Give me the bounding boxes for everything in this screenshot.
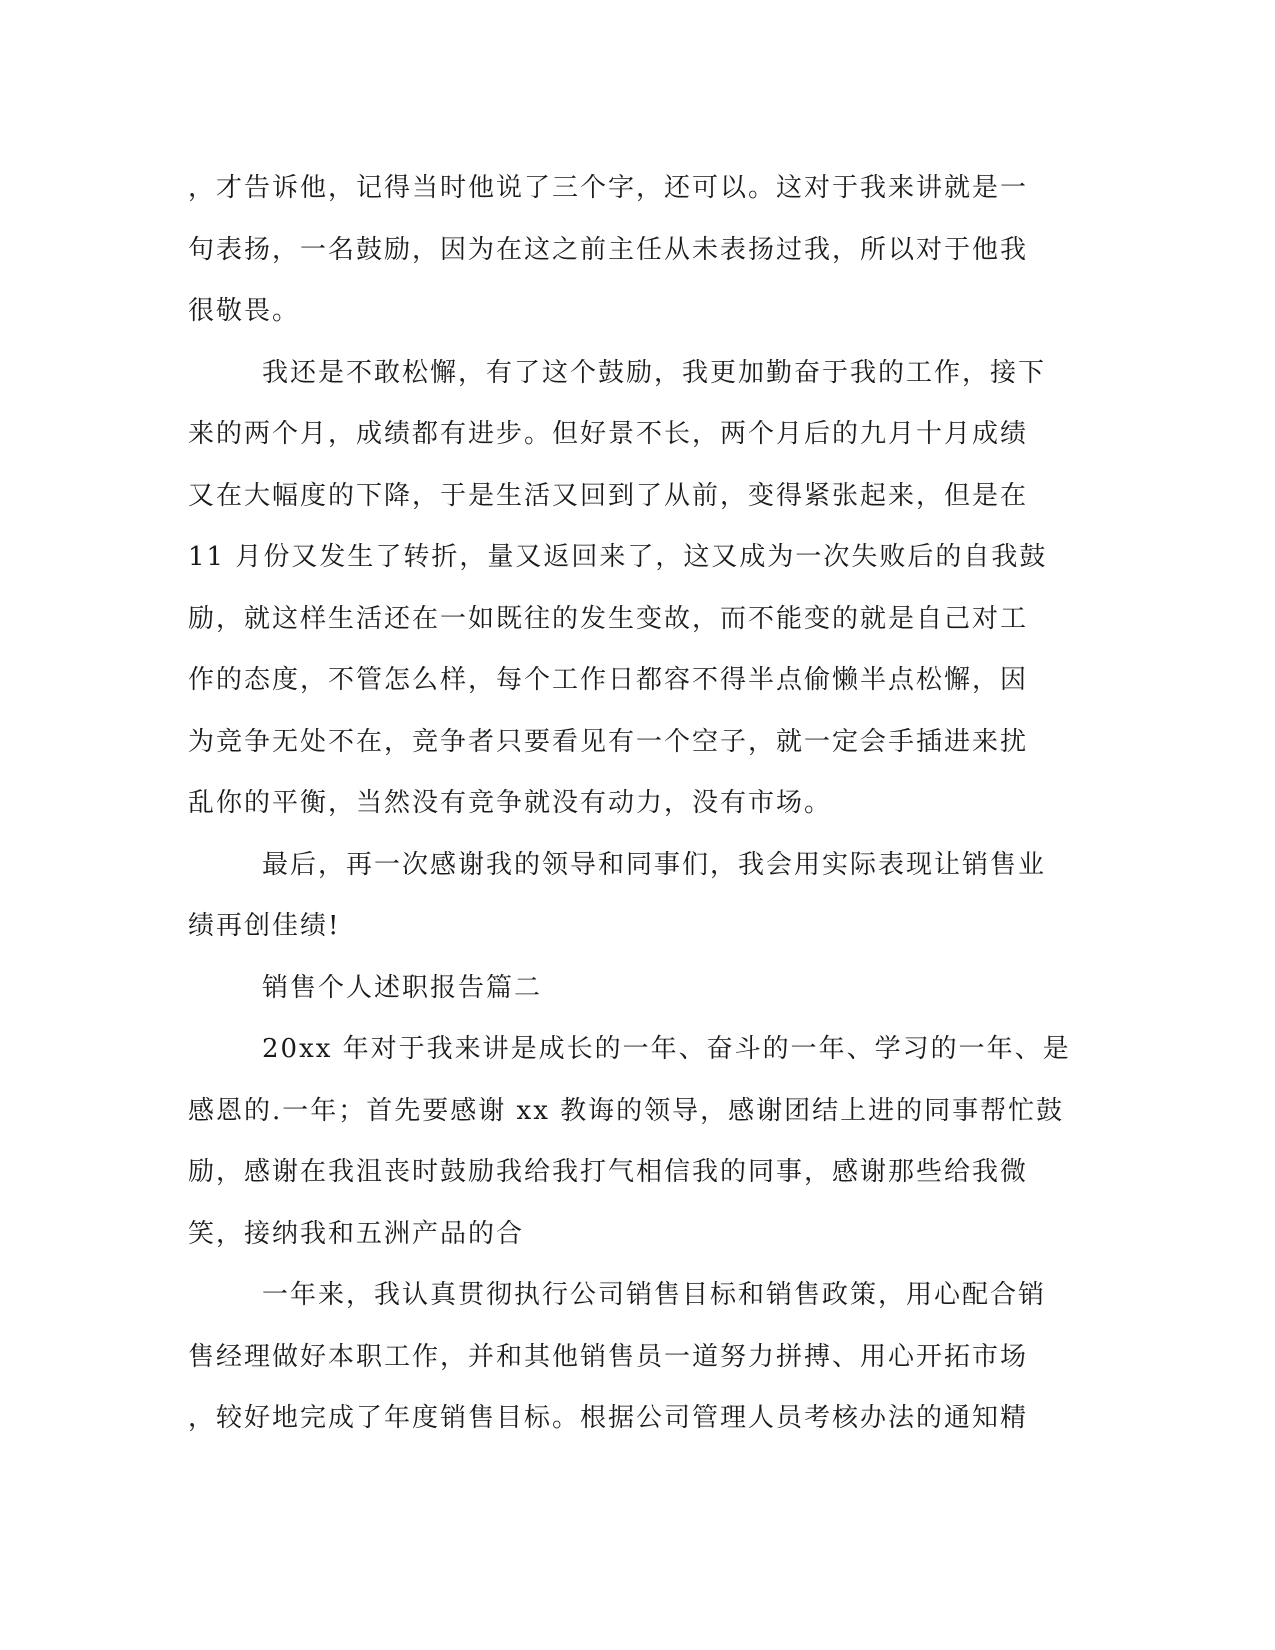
text-line: 笑，接纳我和五洲产品的合	[188, 1218, 525, 1249]
text-line: 售经理做好本职工作，并和其他销售员一道努力拼搏、用心开拓市场	[188, 1341, 1029, 1372]
section-heading: 销售个人述职报告篇二	[262, 972, 543, 1003]
text-line: 感恩的.一年；首先要感谢 xx 教诲的领导，感谢团结上进的同事帮忙鼓	[188, 1095, 1065, 1126]
text-line: 11 月份又发生了转折，量又返回来了，这又成为一次失败后的自我鼓	[188, 542, 1048, 572]
text-line: 来的两个月，成绩都有进步。但好景不长，两个月后的九月十月成绩	[188, 419, 1029, 449]
text-line: ，较好地完成了年度销售目标。根据公司管理人员考核办法的通知精	[188, 1403, 1029, 1433]
text-line: 励，感谢在我沮丧时鼓励我给我打气相信我的同事，感谢那些给我微	[188, 1157, 1029, 1187]
paragraph-start-line: 一年来，我认真贯彻执行公司销售目标和销售政策，用心配合销	[262, 1280, 1047, 1310]
text-line: 绩再创佳绩!	[188, 911, 341, 941]
paragraph-start-line: 我还是不敢松懈，有了这个鼓励，我更加勤奋于我的工作，接下	[262, 357, 1047, 388]
text-line: 乱你的平衡，当然没有竞争就没有动力，没有市场。	[188, 788, 833, 818]
text-line: 句表扬，一名鼓励，因为在这之前主任从未表扬过我，所以对于他我	[188, 234, 1029, 265]
text-line: 很敬畏。	[188, 296, 301, 326]
text-line: ，才告诉他，记得当时他说了三个字，还可以。这对于我来讲就是一	[188, 173, 1029, 203]
text-line: 又在大幅度的下降，于是生活又回到了从前，变得紧张起来，但是在	[188, 480, 1029, 511]
text-line: 励，就这样生活还在一如既往的发生变故，而不能变的就是自己对工	[188, 603, 1029, 634]
text-line: 为竞争无处不在，竞争者只要看见有一个空子，就一定会手插进来扰	[188, 726, 1029, 757]
paragraph-start-line: 20xx 年对于我来讲是成长的一年、奋斗的一年、学习的一年、是	[262, 1034, 1071, 1064]
document-body	[188, 158, 1088, 1450]
paragraph-start-line: 最后，再一次感谢我的领导和同事们，我会用实际表现让销售业	[262, 849, 1047, 880]
text-line: 作的态度，不管怎么样，每个工作日都容不得半点偷懒半点松懈，因	[188, 665, 1029, 695]
